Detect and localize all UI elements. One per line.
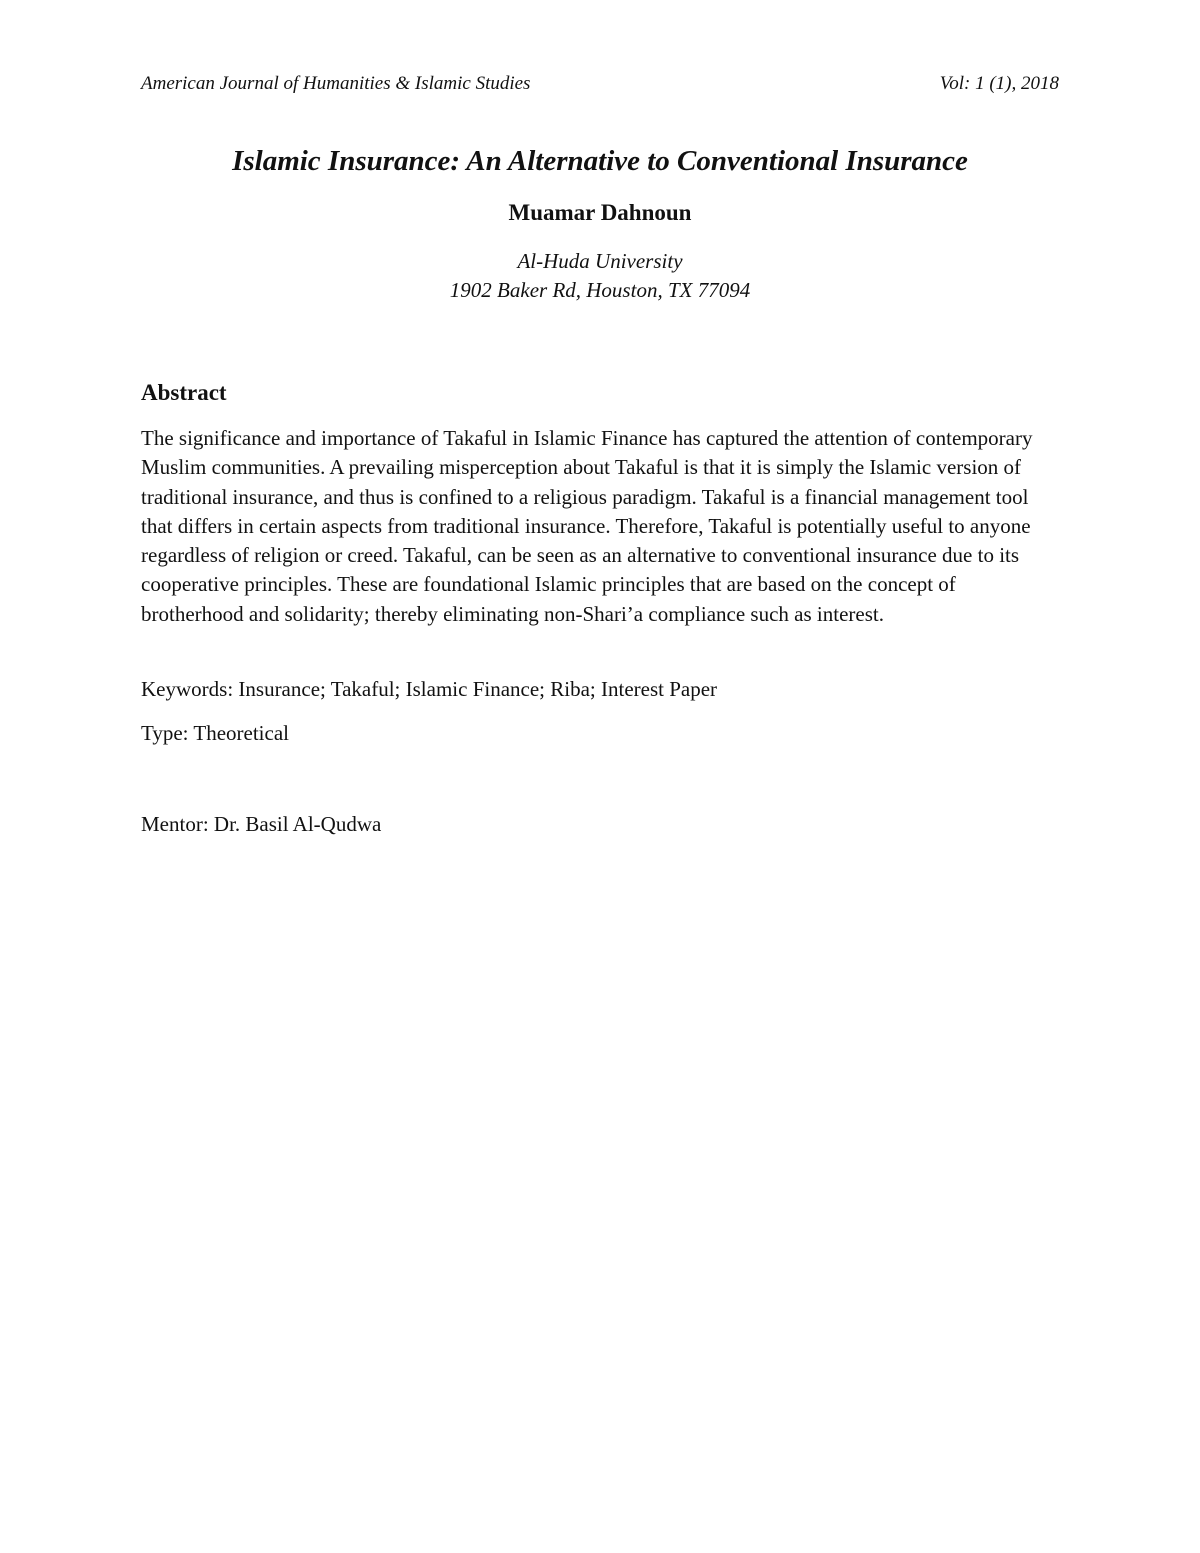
keywords-line: Keywords: Insurance; Takaful; Islamic Finance; Riba; Interest Paper [141,677,718,701]
abstract-text: The significance and importance of Takaful in Islamic Finance has captured the attention of contemporary Muslim communities. A prevailing misperception about Takaful is that it is simply the Islamic version of traditional insurance, and thus is confined to a religious paradigm. Takaful is a financial management tool that differs in certain aspects from traditional insurance. Therefore, Takaful is potentially useful to anyone regardless of religion or creed. Takaful, can be seen as an alternative to conventional insurance due to its cooperative principles. These are foundational Islamic principles that are based on the concept of brotherhood and solidarity; thereby eliminating non-Shari’a compliance such as interest. [141,426,1033,626]
institution-address: 1902 Baker Rd, Houston, TX 77094 [449,278,751,302]
institution-name: Al-Huda University [517,249,683,273]
author-affiliation [141,247,1059,305]
paper-type-line: Type: Theoretical [141,721,289,745]
mentor-line: Mentor: Dr. Basil Al-Qudwa [141,812,382,836]
paper-title: Islamic Insurance: An Alternative to Conventional Insurance [232,145,968,177]
volume-info: Vol: 1 (1), 2018 [939,73,1059,94]
running-header [141,70,1059,98]
abstract-heading: Abstract [141,380,227,405]
author-name: Muamar Dahnoun [508,200,692,225]
journal-name: American Journal of Humanities & Islamic Studies [141,73,531,94]
